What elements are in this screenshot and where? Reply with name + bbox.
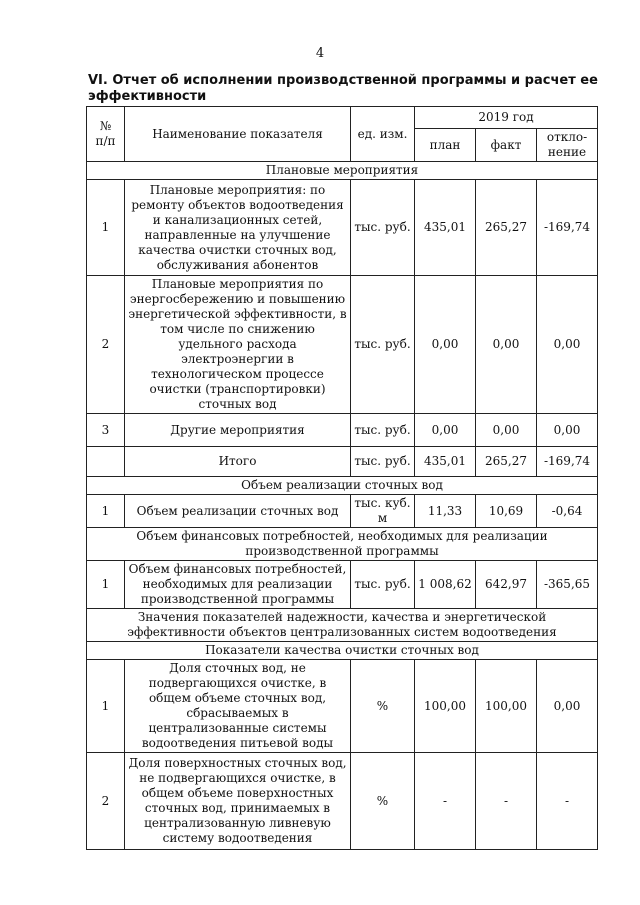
header-fact: факт (476, 129, 537, 162)
row-plan: - (415, 753, 476, 850)
row-name: Объем реализации сточных вод (125, 495, 351, 528)
section-heading: VI. Отчет об исполнении производственной программы и расчет ее эффективности (88, 73, 598, 104)
table-row (87, 495, 598, 528)
row-fact: 265,27 (476, 447, 537, 477)
row-num: 3 (87, 414, 125, 447)
row-fact: 100,00 (476, 660, 537, 753)
header-deviation: откло- нение (537, 129, 598, 162)
section-volume: Объем реализации сточных вод (87, 477, 598, 495)
row-unit: % (351, 753, 415, 850)
row-num: 1 (87, 180, 125, 276)
table-row (87, 753, 598, 850)
row-plan: 435,01 (415, 447, 476, 477)
table-row (87, 561, 598, 609)
header-unit: ед. изм. (351, 107, 415, 162)
row-unit: тыс. куб. м (351, 495, 415, 528)
row-num: 2 (87, 276, 125, 414)
total-row (87, 447, 598, 477)
section-row (87, 162, 598, 180)
row-fact: 265,27 (476, 180, 537, 276)
row-unit: тыс. руб. (351, 276, 415, 414)
table-row (87, 276, 598, 414)
section-row (87, 477, 598, 495)
row-plan: 435,01 (415, 180, 476, 276)
row-plan: 0,00 (415, 276, 476, 414)
row-num: 1 (87, 660, 125, 753)
row-plan: 11,33 (415, 495, 476, 528)
row-deviation: -365,65 (537, 561, 598, 609)
section-row (87, 609, 598, 642)
row-plan: 0,00 (415, 414, 476, 447)
row-name: Плановые мероприятия: по ремонту объектов водоотведения и канализационных сетей, направленные на улучшение качества очистки сточных вод, обслуживания абонентов (125, 180, 351, 276)
row-deviation: -169,74 (537, 447, 598, 477)
row-num (87, 447, 125, 477)
page-number: 4 (315, 46, 325, 61)
row-plan: 1 008,62 (415, 561, 476, 609)
table-row (87, 180, 598, 276)
row-num: 1 (87, 561, 125, 609)
row-fact: 10,69 (476, 495, 537, 528)
section-row (87, 528, 598, 561)
row-unit: % (351, 660, 415, 753)
row-unit: тыс. руб. (351, 561, 415, 609)
table-header-row (87, 107, 598, 129)
header-name: Наименование показателя (125, 107, 351, 162)
row-fact: 0,00 (476, 414, 537, 447)
row-fact: 642,97 (476, 561, 537, 609)
header-num: № п/п (87, 107, 125, 162)
row-deviation: 0,00 (537, 276, 598, 414)
section-planned: Плановые мероприятия (87, 162, 598, 180)
row-name: Объем финансовых потребностей, необходимых для реализации производственной программы (125, 561, 351, 609)
row-deviation: -169,74 (537, 180, 598, 276)
row-name: Другие мероприятия (125, 414, 351, 447)
row-name: Доля поверхностных сточных вод, не подвергающихся очистке, в общем объеме поверхностных сточных вод, принимаемых в централизованную ливневую систему водоотведения (125, 753, 351, 850)
row-name: Доля сточных вод, не подвергающихся очистке, в общем объеме сточных вод, сбрасываемых в централизованные системы водоотведения питьевой воды (125, 660, 351, 753)
report-table (86, 106, 598, 850)
header-year: 2019 год (415, 107, 598, 129)
row-fact: 0,00 (476, 276, 537, 414)
row-plan: 100,00 (415, 660, 476, 753)
section-row (87, 642, 598, 660)
row-fact: - (476, 753, 537, 850)
row-deviation: -0,64 (537, 495, 598, 528)
section-finance: Объем финансовых потребностей, необходимых для реализации производственной программы (87, 528, 598, 561)
section-indicators: Значения показателей надежности, качества и энергетической эффективности объектов централизованных систем водоотведения (87, 609, 598, 642)
row-num: 2 (87, 753, 125, 850)
row-deviation: 0,00 (537, 414, 598, 447)
table-row (87, 414, 598, 447)
row-unit: тыс. руб. (351, 447, 415, 477)
row-name: Плановые мероприятия по энергосбережению и повышению энергетической эффективности, в том числе по снижению удельного расхода электроэнергии в технологическом процессе очистки (транспортировки) сточных вод (125, 276, 351, 414)
total-label: Итого (125, 447, 351, 477)
row-deviation: - (537, 753, 598, 850)
row-unit: тыс. руб. (351, 180, 415, 276)
table-row (87, 660, 598, 753)
row-num: 1 (87, 495, 125, 528)
section-quality: Показатели качества очистки сточных вод (87, 642, 598, 660)
row-deviation: 0,00 (537, 660, 598, 753)
header-plan: план (415, 129, 476, 162)
row-unit: тыс. руб. (351, 414, 415, 447)
